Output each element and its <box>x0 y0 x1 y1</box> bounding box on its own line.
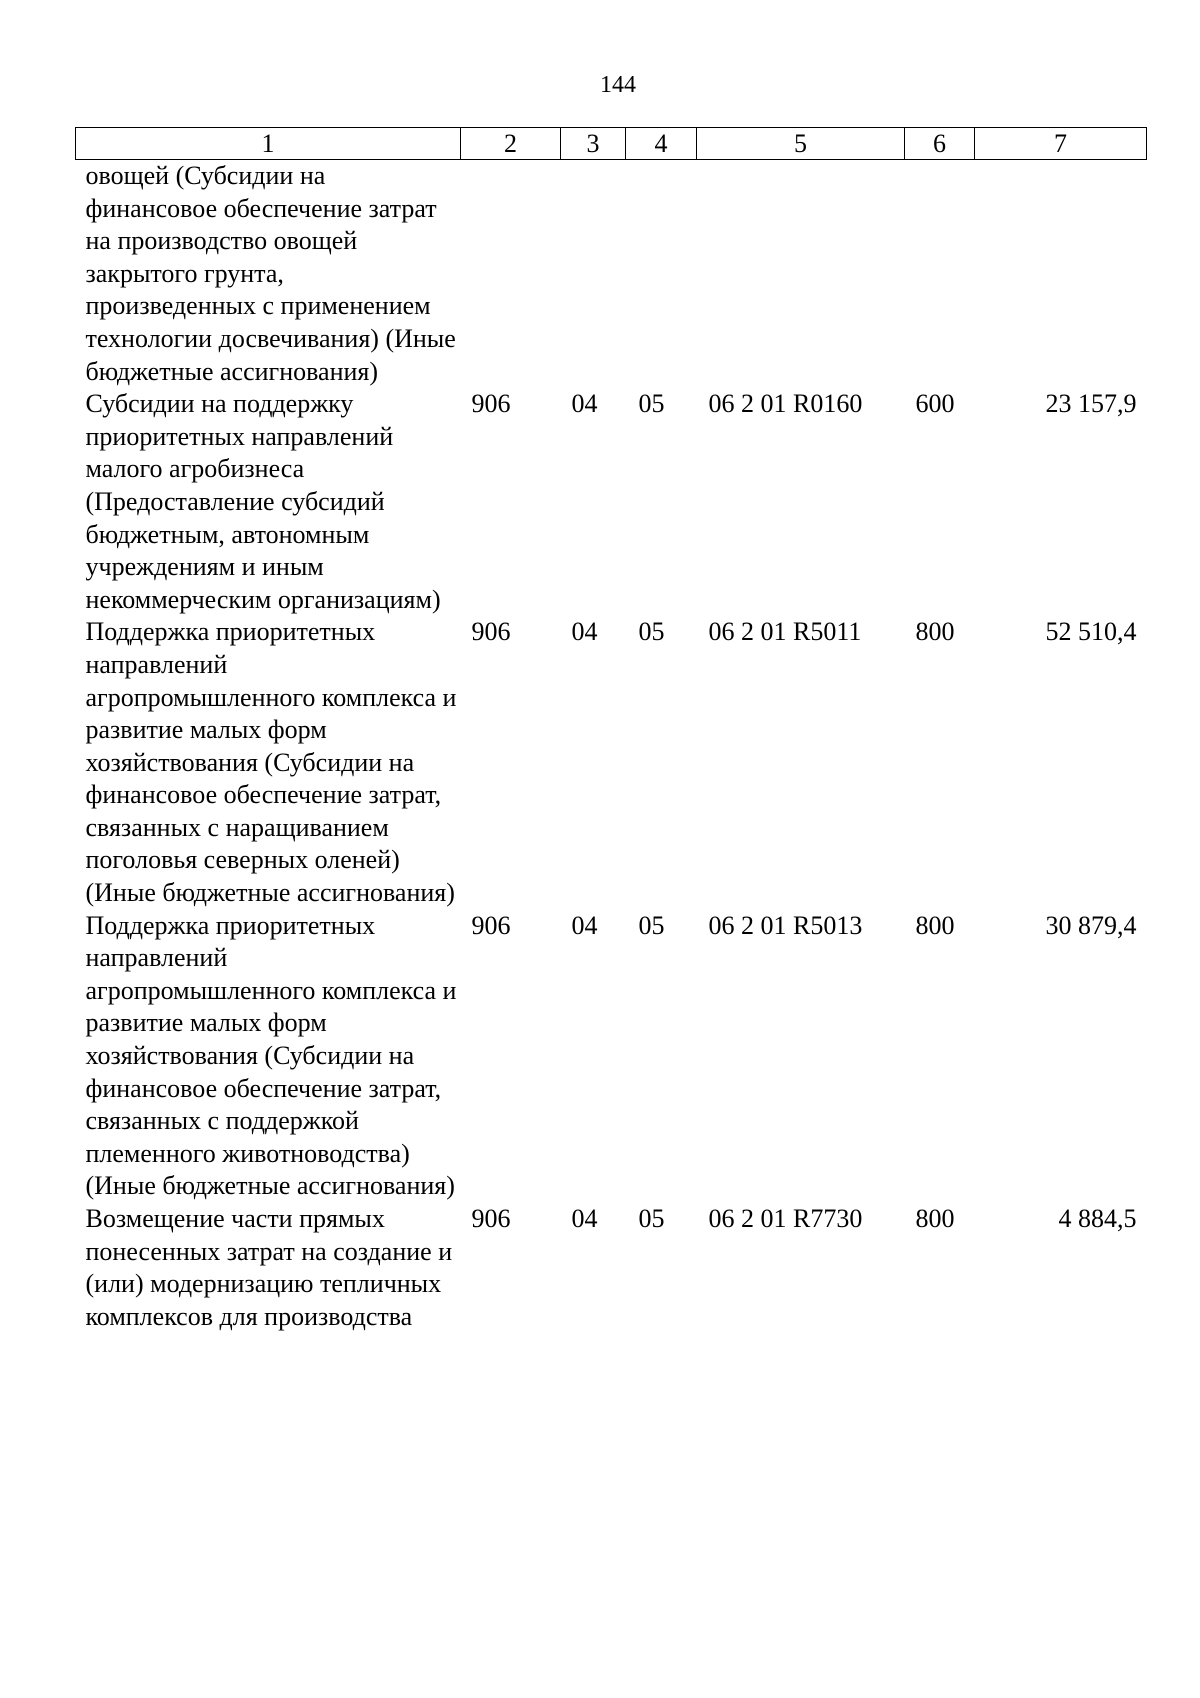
row-section: 04 <box>571 389 598 419</box>
row-expense-type: 800 <box>915 1204 955 1233</box>
row-ministry-code: 906 <box>471 910 511 940</box>
table-header <box>76 128 1147 160</box>
row-description: Поддержка приоритетных направлений агропромышленного комплекса и развитие малых форм хозяйствования (Субсидии на финансовое обеспечение затрат, связанных с наращиванием поголовья северных оленей) (Иные бюджетные ассигнования) <box>85 617 457 908</box>
row-section <box>561 160 626 389</box>
row-expense-type: 800 <box>915 617 955 647</box>
header-col-1: 1 <box>76 128 461 160</box>
row-ministry-code: 906 <box>471 1204 511 1233</box>
row-description: Субсидии на поддержку приоритетных направлений малого агробизнеса (Предоставление субсидий бюджетным, автономным учреждениям и иным некоммерческим организациям) <box>85 389 441 614</box>
row-amount: 52 510,4 <box>1045 617 1137 647</box>
row-subsection: 05 <box>638 1204 665 1233</box>
header-col-5: 5 <box>697 128 905 160</box>
row-ministry-code: 906 <box>471 389 511 419</box>
header-col-3: 3 <box>561 128 626 160</box>
row-amount: 30 879,4 <box>1045 910 1137 940</box>
row-target-article <box>697 160 905 389</box>
row-description: Возмещение части прямых понесенных затрат на создание и (или) модернизацию тепличных комплексов для производства <box>85 1204 453 1331</box>
budget-table <box>75 127 1147 1333</box>
row-subsection <box>626 160 697 389</box>
row-section: 04 <box>571 910 598 940</box>
row-expense-type: 600 <box>915 389 955 419</box>
page-number: 144 <box>600 72 636 98</box>
row-amount <box>975 160 1147 389</box>
header-col-6: 6 <box>905 128 975 160</box>
row-amount: 4 884,5 <box>1058 1204 1137 1233</box>
row-target-article: 06 2 01 R7730 <box>708 1204 863 1233</box>
table-row <box>76 160 1147 389</box>
table-body <box>76 160 1147 1334</box>
header-col-2: 2 <box>461 128 561 160</box>
row-description: овощей (Субсидии на финансовое обеспечение затрат на производство овощей закрытого грунта, произведенных с применением технологии досвечивания) (Иные бюджетные ассигнования) <box>85 161 456 386</box>
row-ministry-code: 906 <box>471 617 511 647</box>
header-row <box>76 128 1147 160</box>
row-subsection: 05 <box>638 389 665 419</box>
row-ministry-code <box>461 160 561 389</box>
table-row <box>76 616 1147 909</box>
row-expense-type <box>905 160 975 389</box>
table-row <box>76 1203 1147 1333</box>
row-subsection: 05 <box>638 910 665 940</box>
table-row <box>76 910 1147 1203</box>
header-col-4: 4 <box>626 128 697 160</box>
row-expense-type: 800 <box>915 910 955 940</box>
row-section: 04 <box>571 1204 598 1233</box>
header-col-7: 7 <box>975 128 1147 160</box>
row-target-article: 06 2 01 R5013 <box>708 910 863 940</box>
row-target-article: 06 2 01 R0160 <box>708 389 863 419</box>
row-section: 04 <box>571 617 598 647</box>
table-row <box>76 388 1147 616</box>
row-target-article: 06 2 01 R5011 <box>708 617 862 647</box>
row-amount: 23 157,9 <box>1045 389 1137 419</box>
row-description: Поддержка приоритетных направлений агропромышленного комплекса и развитие малых форм хозяйствования (Субсидии на финансовое обеспечение затрат, связанных с поддержкой племенного животноводства) (Иные бюджетные ассигнования) <box>85 910 457 1201</box>
row-subsection: 05 <box>638 617 665 647</box>
